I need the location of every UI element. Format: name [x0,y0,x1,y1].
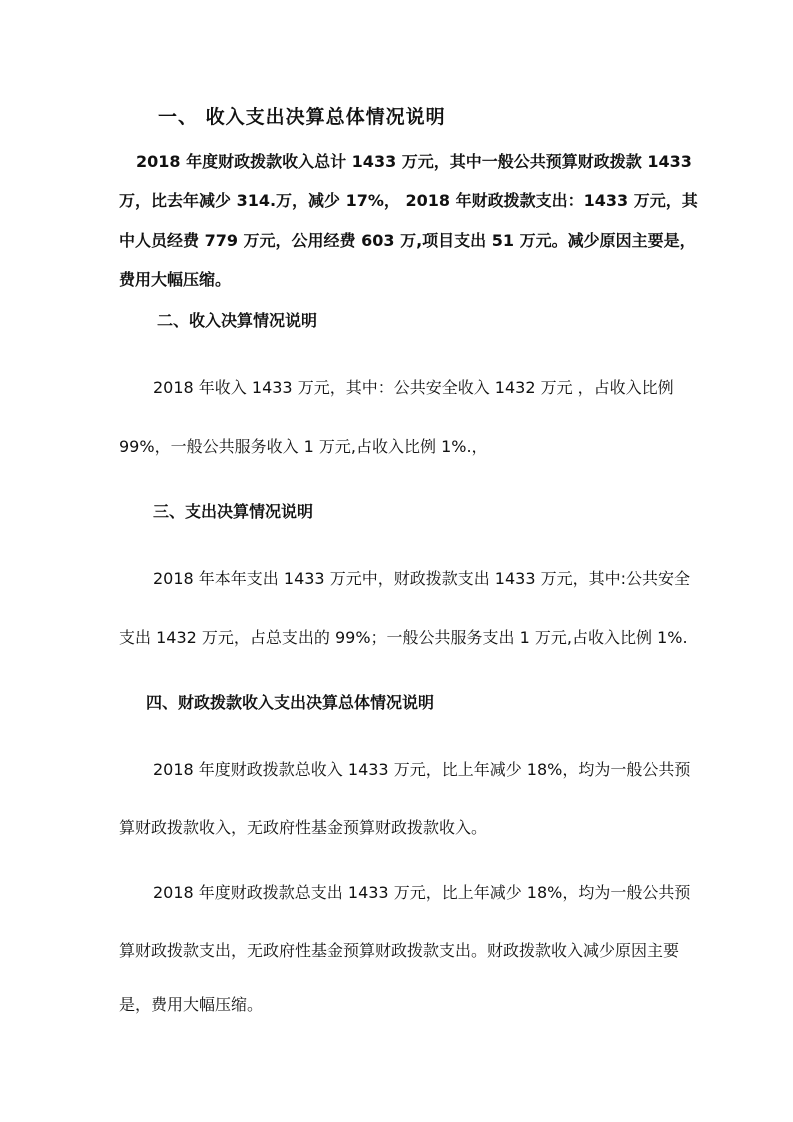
section1-line-4: 费用大幅压缩。 [119,270,232,289]
section4-para1-line-1: 2018 年度财政拨款总收入 1433 万元，比上年减少 18%，均为一般公共预 [153,760,691,779]
section2-line-2: 99%，一般公共服务收入 1 万元,占收入比例 1%.， [119,437,488,456]
section1-line-2: 万，比去年减少 314.万，减少 17%， 2018 年财政拨款支出：1433 万元，其 [119,191,698,210]
section1-line-3: 中人员经费 779 万元，公用经费 603 万,项目支出 51 万元。减少原因主要是， [119,231,696,250]
section4-para2-line-3: 是，费用大幅压缩。 [119,995,264,1014]
section2-line-1: 2018 年收入 1433 万元，其中：公共安全收入 1432 万元 ，占收入比例 [153,378,674,397]
section3-heading: 三、支出决算情况说明 [153,502,314,521]
section4-para1-line-2: 算财政拨款收入，无政府性基金预算财政拨款收入。 [119,818,488,837]
section1-line-1: 2018 年度财政拨款收入总计 1433 万元，其中一般公共预算财政拨款 1433 [136,152,692,171]
section2-heading: 二、收入决算情况说明 [157,311,318,330]
section3-line-2: 支出 1432 万元，占总支出的 99%；一般公共服务支出 1 万元,占收入比例 1%. [119,628,688,647]
section4-para2-line-2: 算财政拨款支出，无政府性基金预算财政拨款支出。财政拨款收入减少原因主要 [119,941,680,960]
section1-heading: 一、 收入支出决算总体情况说明 [158,106,446,128]
section4-para2-line-1: 2018 年度财政拨款总支出 1433 万元，比上年减少 18%，均为一般公共预 [153,883,691,902]
section3-line-1: 2018 年本年支出 1433 万元中，财政拨款支出 1433 万元，其中:公共安全 [153,569,690,588]
section4-heading: 四、财政拨款收入支出决算总体情况说明 [146,693,435,712]
